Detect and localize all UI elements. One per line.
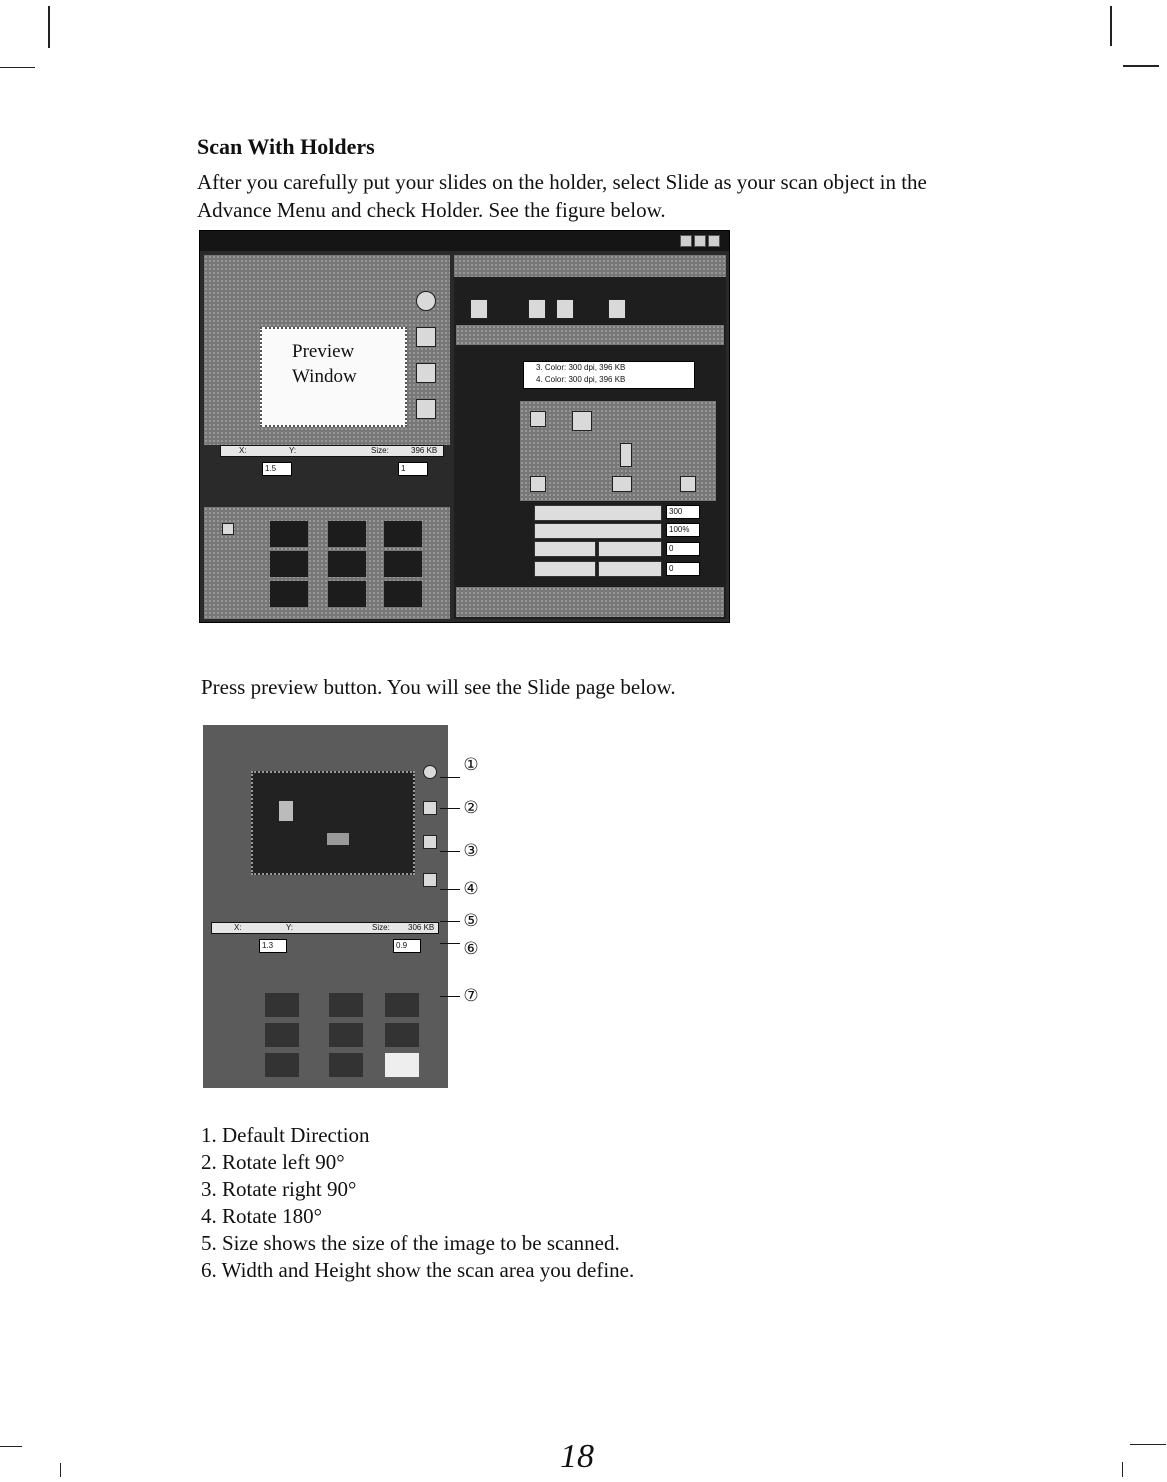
holder-slot[interactable]	[385, 1053, 419, 1077]
rotate-right-button[interactable]	[416, 363, 436, 383]
callout-leader	[440, 943, 460, 944]
window-titlebar	[200, 231, 729, 251]
scan-job-item[interactable]: 4. Color: 300 dpi, 396 KB	[536, 375, 626, 384]
holder-slot[interactable]	[385, 1023, 419, 1047]
option-button[interactable]	[530, 476, 546, 492]
list-item: 6. Width and Height show the scan area you define.	[201, 1258, 635, 1282]
maximize-icon[interactable]	[694, 235, 706, 247]
crop-mark	[1122, 1462, 1123, 1477]
holder-slot[interactable]	[222, 523, 234, 535]
resolution-field[interactable]: 300	[666, 505, 700, 519]
bottom-button-bar	[456, 587, 724, 617]
height-field[interactable]: 1	[398, 462, 428, 476]
holder-slot[interactable]	[384, 521, 422, 547]
status-size-label: Size:	[372, 923, 390, 932]
contrast-slider[interactable]	[534, 561, 596, 577]
callout-4: ④	[463, 879, 479, 899]
page-number: 18	[560, 1438, 594, 1475]
minimize-icon[interactable]	[680, 235, 692, 247]
contrast-slider[interactable]	[598, 561, 662, 577]
list-item: 3. Rotate right 90°	[201, 1177, 357, 1201]
holder-slot[interactable]	[329, 993, 363, 1017]
brightness-slider[interactable]	[598, 541, 662, 557]
option-button[interactable]	[572, 411, 592, 431]
callout-5: ⑤	[463, 911, 479, 931]
option-button[interactable]	[620, 443, 632, 467]
list-item: 2. Rotate left 90°	[201, 1150, 345, 1174]
slide-image	[279, 801, 293, 821]
list-item: 4. Rotate 180°	[201, 1204, 322, 1228]
holder-slot[interactable]	[328, 581, 366, 607]
list-item: 5. Size shows the size of the image to be scanned.	[201, 1231, 620, 1255]
callout-leader	[440, 777, 460, 778]
width-field[interactable]: 1.5	[262, 462, 292, 476]
rotate-default-button[interactable]	[423, 765, 437, 779]
option-button[interactable]	[530, 411, 546, 427]
holder-slot[interactable]	[270, 581, 308, 607]
preview-panel	[204, 255, 450, 445]
crop-mark	[0, 67, 35, 68]
height-field[interactable]: 0.9	[393, 939, 421, 953]
crop-mark	[1130, 1444, 1166, 1445]
status-y: Y:	[289, 446, 297, 455]
holder-slot[interactable]	[384, 551, 422, 577]
option-button[interactable]	[680, 476, 696, 492]
callout-2: ②	[463, 798, 479, 818]
contrast-field[interactable]: 0	[666, 562, 700, 576]
crop-mark	[1123, 65, 1159, 67]
holder-slot[interactable]	[328, 521, 366, 547]
holder-slot[interactable]	[270, 551, 308, 577]
menu-row	[456, 325, 724, 345]
preview-instruction: Press preview button. You will see the Slide page below.	[201, 675, 676, 699]
scale-slider[interactable]	[534, 523, 662, 539]
resolution-slider[interactable]	[534, 505, 662, 521]
status-size-label: Size:	[371, 446, 389, 455]
legend-list	[201, 1122, 634, 1284]
width-field[interactable]: 1.3	[259, 939, 287, 953]
preview-label-line1: Preview	[292, 341, 355, 362]
scan-job-item[interactable]: 3. Color: 300 dpi, 396 KB	[536, 363, 626, 372]
tab-strip	[454, 255, 726, 277]
slide-preview-window	[251, 771, 415, 875]
holder-slot[interactable]	[270, 521, 308, 547]
callout-leader	[440, 808, 460, 809]
scan-job-list[interactable]	[523, 361, 695, 389]
rotate-180-button[interactable]	[416, 399, 436, 419]
rotate-default-button[interactable]	[416, 291, 436, 311]
status-x: X:	[234, 923, 242, 932]
slide-preview-screenshot	[203, 725, 448, 1088]
status-y: Y:	[286, 923, 294, 932]
crop-mark	[0, 1446, 22, 1447]
status-x: X:	[239, 446, 247, 455]
holder-slot[interactable]	[329, 1053, 363, 1077]
holder-slot[interactable]	[329, 1023, 363, 1047]
slide-image	[327, 833, 349, 845]
callout-leader	[440, 851, 460, 852]
preview-label-line2: Window	[292, 366, 357, 387]
scanner-window-screenshot	[199, 230, 730, 623]
rotate-left-button[interactable]	[416, 327, 436, 347]
status-size-value: 396 KB	[411, 446, 438, 455]
callout-leader	[440, 921, 460, 922]
tool-button[interactable]	[556, 299, 574, 319]
rotate-right-button[interactable]	[423, 835, 437, 849]
list-item: 1. Default Direction	[201, 1123, 370, 1147]
tool-button[interactable]	[470, 299, 488, 319]
callout-leader	[440, 996, 460, 997]
callout-leader	[440, 889, 460, 890]
holder-slot[interactable]	[328, 551, 366, 577]
brightness-field[interactable]: 0	[666, 542, 700, 556]
holder-slot[interactable]	[384, 581, 422, 607]
rotate-180-button[interactable]	[423, 873, 437, 887]
callout-3: ③	[463, 841, 479, 861]
brightness-slider[interactable]	[534, 541, 596, 557]
scale-field[interactable]: 100%	[666, 523, 700, 537]
crop-mark	[60, 1463, 61, 1477]
holder-slot[interactable]	[265, 993, 299, 1017]
holder-slot[interactable]	[265, 1023, 299, 1047]
callout-1: ①	[463, 755, 479, 775]
callout-7: ⑦	[463, 986, 479, 1006]
rotate-left-button[interactable]	[423, 801, 437, 815]
status-bar	[220, 445, 444, 457]
status-bar	[211, 922, 439, 934]
tool-button[interactable]	[608, 299, 626, 319]
option-button[interactable]	[612, 476, 632, 492]
close-icon[interactable]	[708, 235, 720, 247]
crop-mark	[1110, 6, 1112, 46]
callout-6: ⑥	[463, 939, 479, 959]
holder-slot[interactable]	[385, 993, 419, 1017]
crop-mark	[48, 6, 50, 48]
intro-paragraph: After you carefully put your slides on the holder, select Slide as your scan object in the Advance Menu and check Holder. See the figure below.	[197, 170, 927, 222]
holder-slot[interactable]	[265, 1053, 299, 1077]
status-size-value: 306 KB	[408, 923, 435, 932]
tool-button[interactable]	[528, 299, 546, 319]
section-heading: Scan With Holders	[197, 134, 375, 159]
preview-window	[260, 327, 407, 427]
